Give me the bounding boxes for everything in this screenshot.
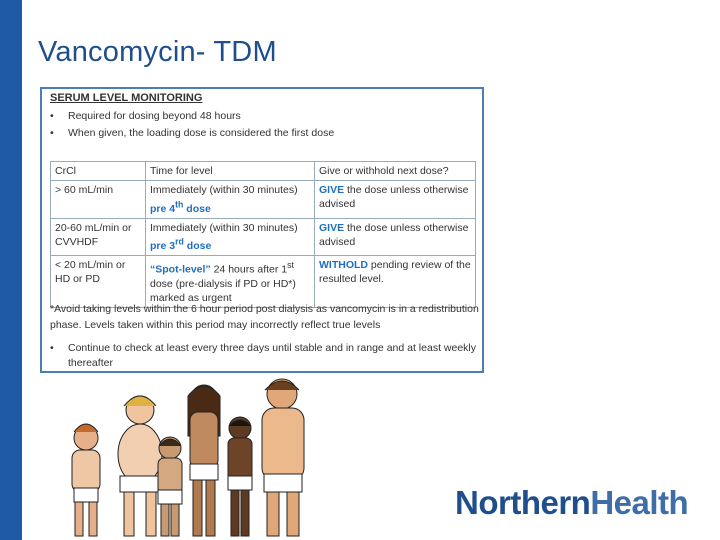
panel-bullet-list-2 [50,341,480,370]
action-keyword: WITHOLD [319,259,368,271]
dose-ordinal: th [175,199,184,209]
logo-word-health: Health [590,484,689,521]
action-cell [315,256,476,308]
dose-suffix: dose [183,240,212,252]
person-figure [188,385,220,536]
table-row [51,181,476,219]
time-text: dose (pre-dialysis if PD or HD*) marked as urgent [150,277,296,304]
action-text: the dose unless otherwise advised [319,221,469,248]
action-cell [315,218,476,256]
time-text: Immediately (within 30 minutes) [150,221,298,234]
time-cell [146,181,315,219]
action-text: the dose unless otherwise advised [319,184,469,210]
logo-word-northern: Northern [455,484,591,521]
table-row [51,256,476,308]
header-cell: Give or withhold next dose? [315,162,476,181]
dose-ordinal: st [287,260,294,270]
dose-text: pre 3 [150,240,176,252]
bullet-item: • Required for dosing beyond 48 hours [50,108,334,125]
person-figure [118,396,162,536]
time-text: 24 hours after 1 [210,263,288,276]
northern-health-logo [455,484,688,522]
action-cell [315,181,476,219]
crcl-cell: > 60 mL/min [51,181,146,219]
person-figure [262,379,304,536]
dose-text: pre 4 [150,202,176,215]
panel-bullet-list [50,108,334,142]
bullet-item: • When given, the loading dose is considered the first dose [50,125,334,142]
dose-highlight [150,199,211,215]
dose-highlight [150,236,212,252]
person-figure [158,437,182,536]
bullet-item: • Continue to check at least every three days until stable and in range and at least weekly thereafter [50,341,480,370]
action-keyword: GIVE [319,184,345,196]
dose-ordinal: rd [175,236,184,247]
dose-suffix: dose [183,202,211,215]
left-accent-bar [0,0,22,540]
person-figure [72,424,100,536]
levels-table [50,161,476,308]
header-cell: Time for level [146,162,315,181]
time-cell [146,218,315,256]
crcl-cell: 20-60 mL/min or CVVHDF [51,218,146,256]
crcl-cell: < 20 mL/min or HD or PD [51,256,146,308]
monitoring-panel [40,87,484,373]
slide-title: Vancomycin- TDM [38,36,277,68]
table-row [51,218,476,256]
header-cell: CrCl [51,162,146,181]
dialysis-note: *Avoid taking levels within the 6 hour period post dialysis as vancomycin is in a redistribution phase. Levels taken within this period may incorrectly reflect true levels [50,303,479,331]
time-cell [146,256,315,308]
time-text: Immediately (within 30 minutes) [150,184,298,196]
panel-heading: SERUM LEVEL MONITORING [50,92,203,104]
person-figure [228,417,252,536]
action-text: pending review of the resulted level. [319,259,471,285]
spot-level-label: “Spot-level” [150,263,211,276]
action-keyword: GIVE [319,221,345,234]
table-header-row [51,162,476,181]
people-illustration [58,376,318,540]
